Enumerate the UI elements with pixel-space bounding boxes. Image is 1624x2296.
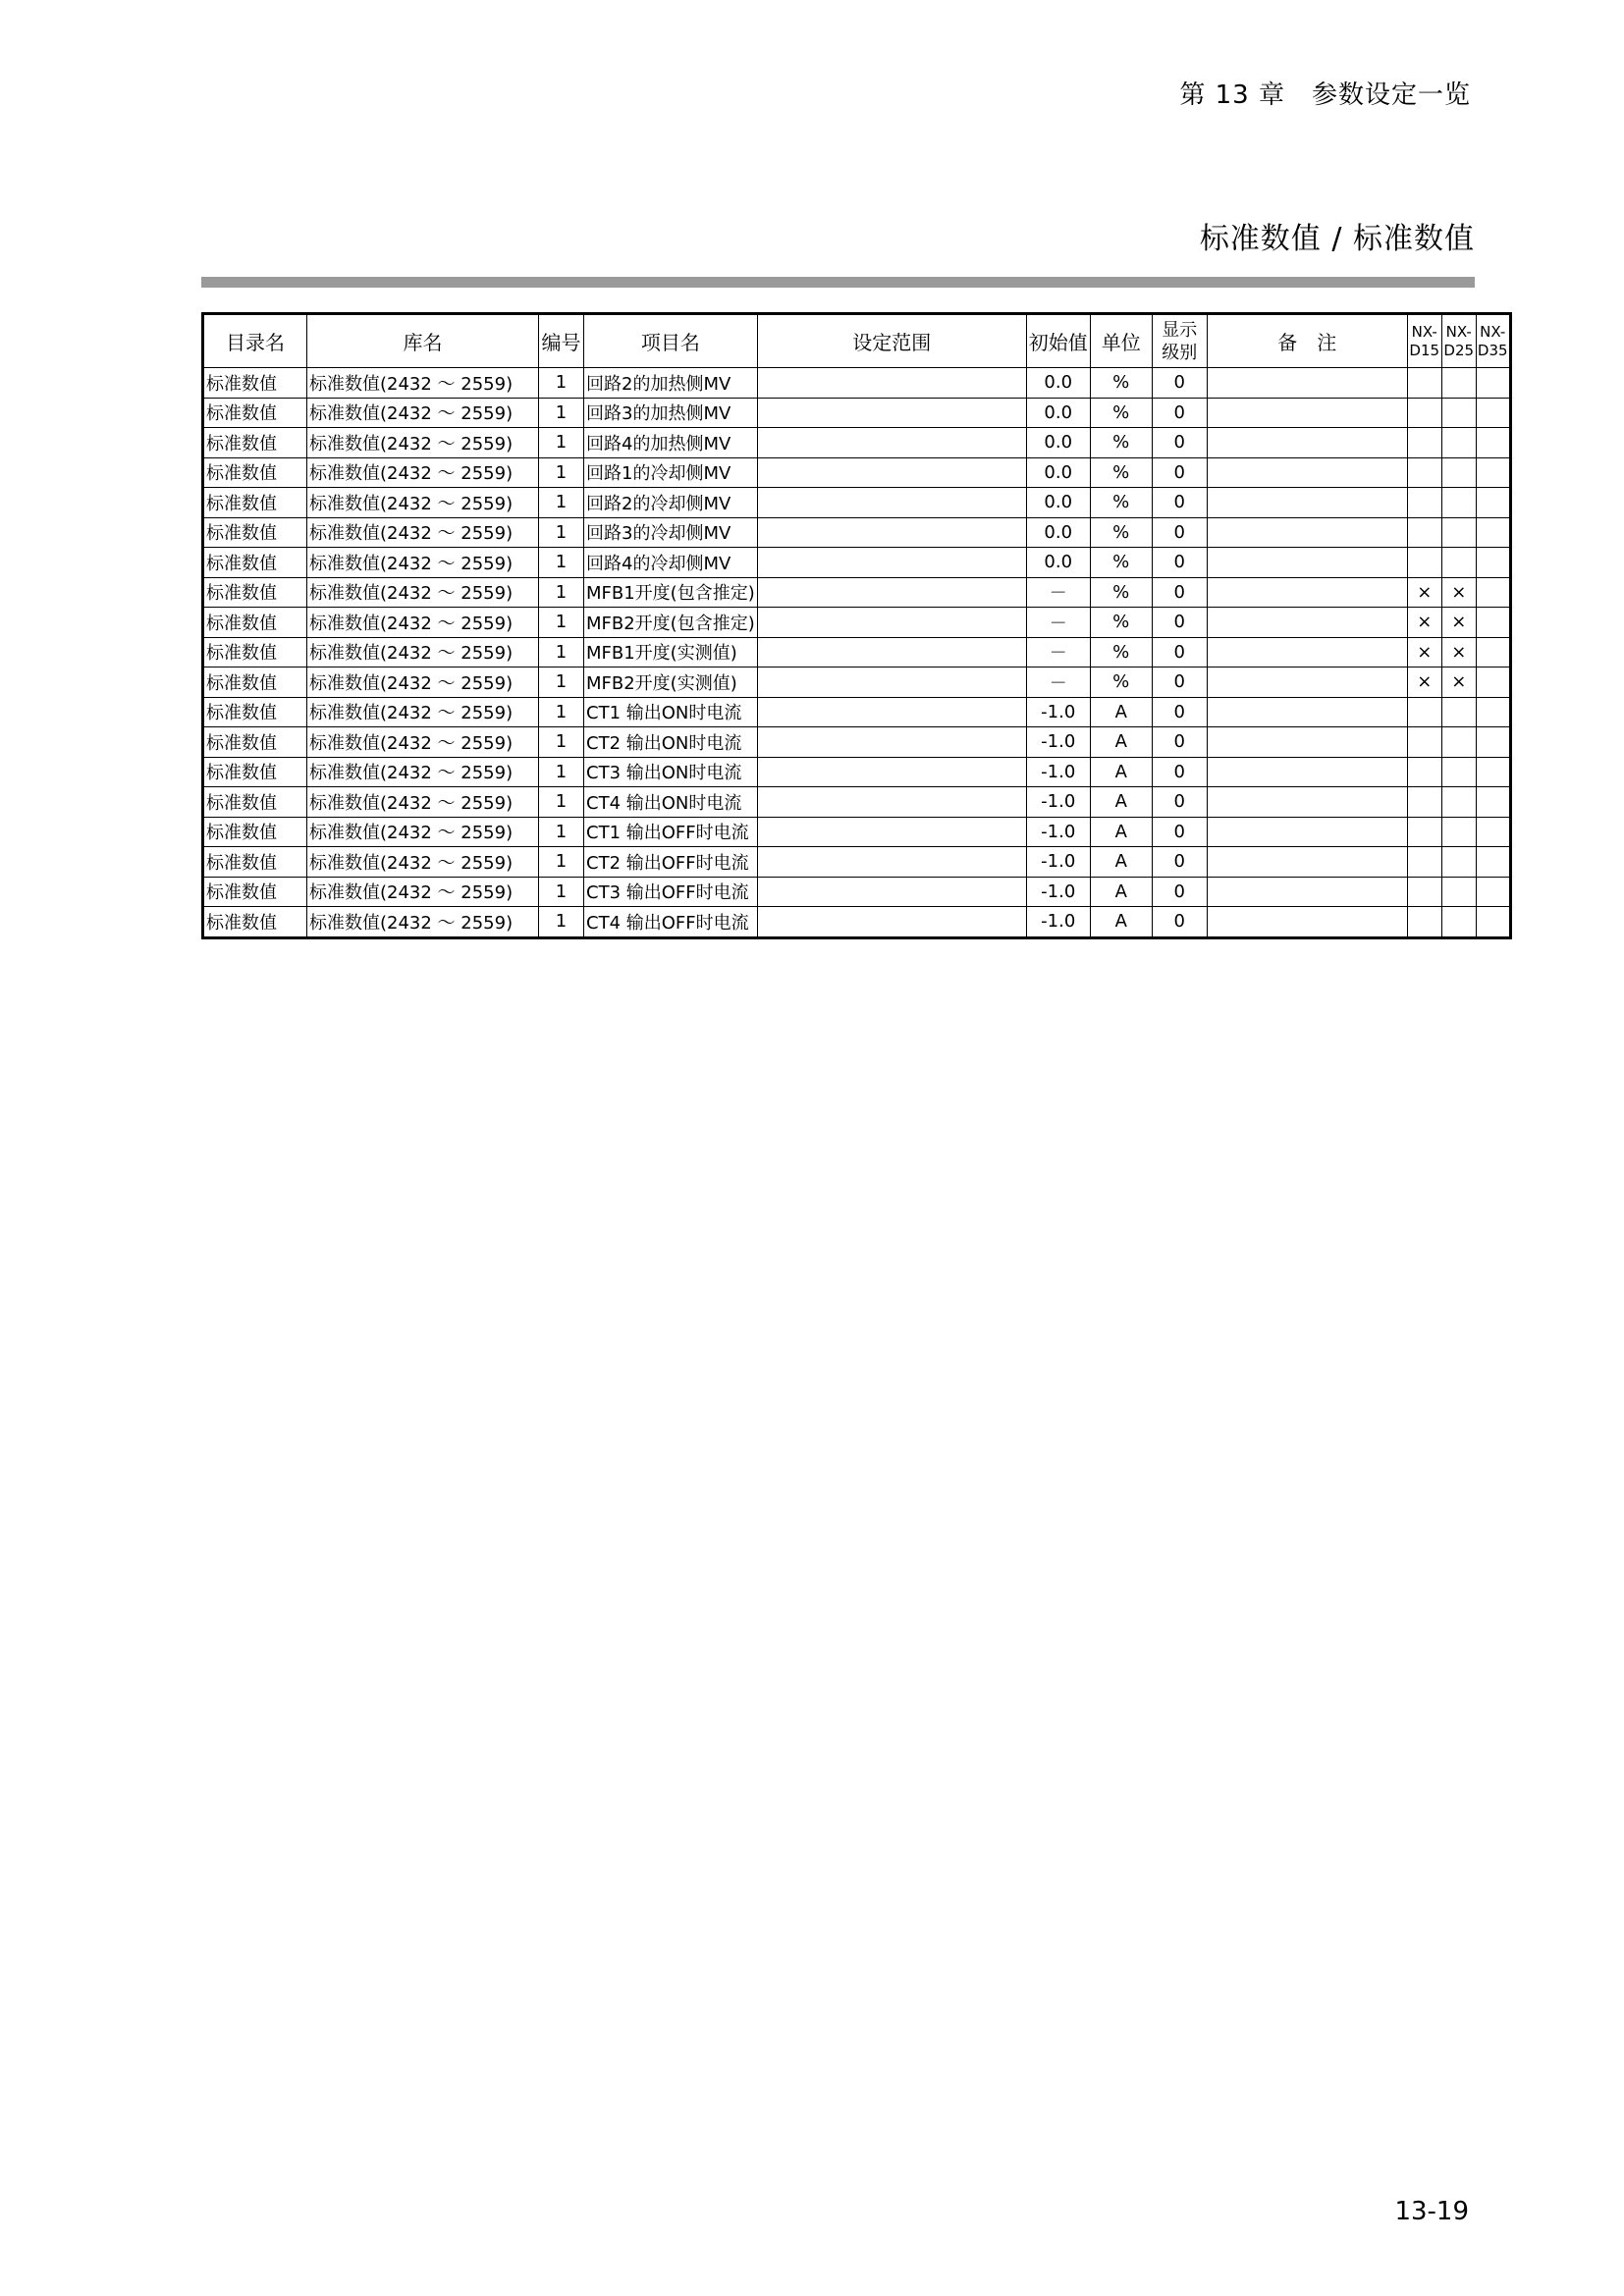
- cell-remarks: [1207, 368, 1407, 399]
- cell-item: CT2 输出OFF时电流: [584, 847, 758, 878]
- cell-library: 标准数值(2432 ～ 2559): [307, 877, 539, 907]
- cell-unit: A: [1090, 727, 1152, 758]
- table-row: [203, 637, 1511, 667]
- cell-library: 标准数值(2432 ～ 2559): [307, 667, 539, 698]
- cell-unit: A: [1090, 817, 1152, 847]
- cell-nx-d25: ×: [1441, 608, 1476, 638]
- cell-item: CT1 输出OFF时电流: [584, 817, 758, 847]
- cell-library: 标准数值(2432 ～ 2559): [307, 787, 539, 818]
- cell-nx-d25: [1441, 548, 1476, 578]
- cell-nx-d35: [1476, 577, 1510, 608]
- cell-item: CT3 输出ON时电流: [584, 757, 758, 787]
- cell-item: CT2 输出ON时电流: [584, 727, 758, 758]
- table-row: [203, 877, 1511, 907]
- cell-display-level: 0: [1152, 877, 1207, 907]
- cell-number: 1: [539, 457, 584, 488]
- cell-unit: %: [1090, 428, 1152, 458]
- cell-unit: %: [1090, 488, 1152, 518]
- cell-initial: 0.0: [1026, 428, 1090, 458]
- cell-nx-d35: [1476, 637, 1510, 667]
- table-row: [203, 847, 1511, 878]
- cell-catalog: 标准数值: [203, 787, 307, 818]
- header-nx-d25-line1: NX-: [1445, 322, 1472, 341]
- cell-nx-d35: [1476, 667, 1510, 698]
- cell-remarks: [1207, 877, 1407, 907]
- cell-initial: 0.0: [1026, 488, 1090, 518]
- cell-item: 回路4的冷却侧MV: [584, 548, 758, 578]
- cell-nx-d15: [1407, 428, 1441, 458]
- cell-unit: A: [1090, 847, 1152, 878]
- cell-remarks: [1207, 787, 1407, 818]
- cell-item: CT3 输出OFF时电流: [584, 877, 758, 907]
- cell-library: 标准数值(2432 ～ 2559): [307, 577, 539, 608]
- header-display-line2: 级别: [1162, 342, 1198, 363]
- cell-nx-d25: ×: [1441, 577, 1476, 608]
- table-row: [203, 608, 1511, 638]
- cell-unit: %: [1090, 608, 1152, 638]
- cell-remarks: [1207, 757, 1407, 787]
- cell-unit: %: [1090, 517, 1152, 548]
- cell-range: [757, 637, 1026, 667]
- cell-initial: 0.0: [1026, 368, 1090, 399]
- cell-display-level: 0: [1152, 577, 1207, 608]
- cell-unit: %: [1090, 548, 1152, 578]
- cell-display-level: 0: [1152, 697, 1207, 727]
- cell-library: 标准数值(2432 ～ 2559): [307, 608, 539, 638]
- cell-remarks: [1207, 608, 1407, 638]
- cell-nx-d35: [1476, 548, 1510, 578]
- cell-unit: %: [1090, 457, 1152, 488]
- cell-catalog: 标准数值: [203, 757, 307, 787]
- cell-display-level: 0: [1152, 428, 1207, 458]
- cell-number: 1: [539, 608, 584, 638]
- table-row: [203, 428, 1511, 458]
- cell-display-level: 0: [1152, 727, 1207, 758]
- cell-catalog: 标准数值: [203, 608, 307, 638]
- cell-initial: -1.0: [1026, 847, 1090, 878]
- cell-remarks: [1207, 488, 1407, 518]
- cell-catalog: 标准数值: [203, 577, 307, 608]
- header-display-line1: 显示: [1162, 319, 1198, 341]
- header-number: 编号: [539, 314, 584, 368]
- cell-number: 1: [539, 727, 584, 758]
- cell-catalog: 标准数值: [203, 548, 307, 578]
- cell-library: 标准数值(2432 ～ 2559): [307, 488, 539, 518]
- cell-nx-d15: [1407, 817, 1441, 847]
- cell-nx-d35: [1476, 608, 1510, 638]
- cell-nx-d25: [1441, 398, 1476, 428]
- cell-catalog: 标准数值: [203, 667, 307, 698]
- cell-library: 标准数值(2432 ～ 2559): [307, 368, 539, 399]
- cell-nx-d15: [1407, 517, 1441, 548]
- header-nx-d35-line2: D35: [1477, 341, 1508, 359]
- cell-range: [757, 457, 1026, 488]
- table-row: [203, 368, 1511, 399]
- cell-library: 标准数值(2432 ～ 2559): [307, 817, 539, 847]
- cell-nx-d15: [1407, 757, 1441, 787]
- cell-remarks: [1207, 907, 1407, 938]
- cell-remarks: [1207, 457, 1407, 488]
- cell-range: [757, 877, 1026, 907]
- table-row: [203, 577, 1511, 608]
- cell-display-level: 0: [1152, 637, 1207, 667]
- cell-nx-d15: [1407, 727, 1441, 758]
- header-divider: [201, 277, 1475, 288]
- cell-nx-d35: [1476, 847, 1510, 878]
- cell-catalog: 标准数值: [203, 817, 307, 847]
- cell-initial: 0.0: [1026, 398, 1090, 428]
- cell-number: 1: [539, 667, 584, 698]
- cell-range: [757, 847, 1026, 878]
- cell-item: 回路4的加热侧MV: [584, 428, 758, 458]
- cell-unit: A: [1090, 697, 1152, 727]
- cell-item: MFB2开度(实测值): [584, 667, 758, 698]
- cell-nx-d25: [1441, 488, 1476, 518]
- cell-display-level: 0: [1152, 457, 1207, 488]
- cell-display-level: 0: [1152, 548, 1207, 578]
- table-row: [203, 907, 1511, 938]
- header-nx-d25: [1441, 314, 1476, 368]
- cell-nx-d25: [1441, 368, 1476, 399]
- cell-unit: %: [1090, 667, 1152, 698]
- cell-nx-d35: [1476, 457, 1510, 488]
- cell-item: CT4 输出ON时电流: [584, 787, 758, 818]
- cell-catalog: 标准数值: [203, 428, 307, 458]
- cell-item: 回路3的加热侧MV: [584, 398, 758, 428]
- cell-display-level: 0: [1152, 667, 1207, 698]
- cell-library: 标准数值(2432 ～ 2559): [307, 428, 539, 458]
- header-range: 设定范围: [757, 314, 1026, 368]
- cell-remarks: [1207, 817, 1407, 847]
- cell-number: 1: [539, 577, 584, 608]
- table-row: [203, 457, 1511, 488]
- cell-display-level: 0: [1152, 398, 1207, 428]
- cell-range: [757, 517, 1026, 548]
- cell-remarks: [1207, 548, 1407, 578]
- cell-initial: -1.0: [1026, 727, 1090, 758]
- table-row: [203, 757, 1511, 787]
- cell-library: 标准数值(2432 ～ 2559): [307, 637, 539, 667]
- cell-initial: -1.0: [1026, 907, 1090, 938]
- cell-nx-d15: [1407, 548, 1441, 578]
- cell-initial: 0.0: [1026, 548, 1090, 578]
- cell-catalog: 标准数值: [203, 697, 307, 727]
- cell-range: [757, 697, 1026, 727]
- cell-library: 标准数值(2432 ～ 2559): [307, 907, 539, 938]
- cell-library: 标准数值(2432 ～ 2559): [307, 517, 539, 548]
- cell-number: 1: [539, 877, 584, 907]
- cell-nx-d35: [1476, 757, 1510, 787]
- cell-number: 1: [539, 517, 584, 548]
- cell-number: 1: [539, 637, 584, 667]
- cell-unit: A: [1090, 757, 1152, 787]
- cell-unit: A: [1090, 877, 1152, 907]
- header-remarks: 备 注: [1207, 314, 1407, 368]
- cell-unit: %: [1090, 368, 1152, 399]
- cell-initial: －: [1026, 667, 1090, 698]
- cell-catalog: 标准数值: [203, 517, 307, 548]
- header-display-level: [1152, 314, 1207, 368]
- page-number: 13-19: [1394, 2197, 1469, 2226]
- cell-number: 1: [539, 787, 584, 818]
- cell-remarks: [1207, 398, 1407, 428]
- cell-nx-d35: [1476, 697, 1510, 727]
- cell-item: 回路2的加热侧MV: [584, 368, 758, 399]
- cell-remarks: [1207, 847, 1407, 878]
- cell-range: [757, 907, 1026, 938]
- cell-unit: A: [1090, 907, 1152, 938]
- cell-nx-d35: [1476, 877, 1510, 907]
- cell-unit: %: [1090, 577, 1152, 608]
- cell-number: 1: [539, 817, 584, 847]
- cell-remarks: [1207, 517, 1407, 548]
- cell-nx-d15: ×: [1407, 637, 1441, 667]
- table-row: [203, 398, 1511, 428]
- cell-library: 标准数值(2432 ～ 2559): [307, 757, 539, 787]
- header-nx-d35-line1: NX-: [1480, 322, 1506, 341]
- cell-item: MFB1开度(实测值): [584, 637, 758, 667]
- cell-number: 1: [539, 757, 584, 787]
- table-body: [203, 368, 1511, 938]
- cell-library: 标准数值(2432 ～ 2559): [307, 697, 539, 727]
- cell-nx-d15: [1407, 398, 1441, 428]
- cell-unit: %: [1090, 637, 1152, 667]
- cell-nx-d25: [1441, 517, 1476, 548]
- cell-initial: -1.0: [1026, 697, 1090, 727]
- cell-nx-d15: [1407, 907, 1441, 938]
- table-row: [203, 787, 1511, 818]
- cell-number: 1: [539, 847, 584, 878]
- cell-number: 1: [539, 907, 584, 938]
- cell-remarks: [1207, 428, 1407, 458]
- cell-nx-d35: [1476, 817, 1510, 847]
- cell-catalog: 标准数值: [203, 637, 307, 667]
- cell-initial: -1.0: [1026, 877, 1090, 907]
- header-item: 项目名: [584, 314, 758, 368]
- cell-catalog: 标准数值: [203, 727, 307, 758]
- cell-nx-d25: ×: [1441, 667, 1476, 698]
- cell-nx-d35: [1476, 488, 1510, 518]
- cell-range: [757, 817, 1026, 847]
- header-unit: 单位: [1090, 314, 1152, 368]
- cell-nx-d25: ×: [1441, 637, 1476, 667]
- cell-initial: 0.0: [1026, 517, 1090, 548]
- cell-catalog: 标准数值: [203, 368, 307, 399]
- cell-catalog: 标准数值: [203, 877, 307, 907]
- cell-display-level: 0: [1152, 368, 1207, 399]
- cell-nx-d35: [1476, 907, 1510, 938]
- cell-remarks: [1207, 577, 1407, 608]
- cell-display-level: 0: [1152, 608, 1207, 638]
- cell-nx-d15: ×: [1407, 608, 1441, 638]
- cell-range: [757, 667, 1026, 698]
- cell-nx-d35: [1476, 787, 1510, 818]
- header-nx-d25-line2: D25: [1443, 341, 1475, 359]
- cell-item: 回路1的冷却侧MV: [584, 457, 758, 488]
- cell-display-level: 0: [1152, 488, 1207, 518]
- cell-display-level: 0: [1152, 787, 1207, 818]
- cell-nx-d35: [1476, 517, 1510, 548]
- cell-number: 1: [539, 548, 584, 578]
- cell-initial: 0.0: [1026, 457, 1090, 488]
- cell-nx-d25: [1441, 877, 1476, 907]
- parameter-table: [201, 312, 1512, 939]
- cell-item: 回路2的冷却侧MV: [584, 488, 758, 518]
- cell-nx-d35: [1476, 428, 1510, 458]
- cell-range: [757, 488, 1026, 518]
- cell-range: [757, 577, 1026, 608]
- cell-library: 标准数值(2432 ～ 2559): [307, 727, 539, 758]
- cell-initial: -1.0: [1026, 787, 1090, 818]
- cell-number: 1: [539, 428, 584, 458]
- cell-item: MFB2开度(包含推定): [584, 608, 758, 638]
- cell-display-level: 0: [1152, 517, 1207, 548]
- cell-nx-d25: [1441, 907, 1476, 938]
- cell-library: 标准数值(2432 ～ 2559): [307, 548, 539, 578]
- table-row: [203, 548, 1511, 578]
- cell-nx-d15: [1407, 847, 1441, 878]
- cell-initial: -1.0: [1026, 757, 1090, 787]
- cell-nx-d35: [1476, 727, 1510, 758]
- cell-number: 1: [539, 368, 584, 399]
- cell-display-level: 0: [1152, 757, 1207, 787]
- header-library: 库名: [307, 314, 539, 368]
- cell-range: [757, 608, 1026, 638]
- cell-range: [757, 368, 1026, 399]
- cell-nx-d25: [1441, 727, 1476, 758]
- header-nx-d35: [1476, 314, 1510, 368]
- cell-nx-d15: [1407, 488, 1441, 518]
- cell-library: 标准数值(2432 ～ 2559): [307, 398, 539, 428]
- cell-remarks: [1207, 697, 1407, 727]
- cell-nx-d15: [1407, 697, 1441, 727]
- header-nx-d15: [1407, 314, 1441, 368]
- cell-range: [757, 787, 1026, 818]
- cell-range: [757, 727, 1026, 758]
- cell-range: [757, 548, 1026, 578]
- header-nx-d15-line2: D15: [1409, 341, 1440, 359]
- cell-unit: A: [1090, 787, 1152, 818]
- cell-number: 1: [539, 488, 584, 518]
- cell-nx-d15: [1407, 457, 1441, 488]
- cell-remarks: [1207, 637, 1407, 667]
- cell-display-level: 0: [1152, 907, 1207, 938]
- cell-display-level: 0: [1152, 847, 1207, 878]
- cell-initial: －: [1026, 637, 1090, 667]
- cell-range: [757, 398, 1026, 428]
- cell-nx-d25: [1441, 428, 1476, 458]
- cell-remarks: [1207, 667, 1407, 698]
- cell-nx-d15: ×: [1407, 577, 1441, 608]
- cell-nx-d15: ×: [1407, 667, 1441, 698]
- cell-nx-d35: [1476, 398, 1510, 428]
- cell-nx-d25: [1441, 787, 1476, 818]
- cell-nx-d25: [1441, 697, 1476, 727]
- table-row: [203, 488, 1511, 518]
- cell-nx-d25: [1441, 757, 1476, 787]
- cell-item: 回路3的冷却侧MV: [584, 517, 758, 548]
- header-nx-d15-line1: NX-: [1411, 322, 1437, 341]
- table-row: [203, 517, 1511, 548]
- chapter-title: 第 13 章 参数设定一览: [1179, 80, 1471, 110]
- cell-library: 标准数值(2432 ～ 2559): [307, 847, 539, 878]
- table-row: [203, 697, 1511, 727]
- table-row: [203, 727, 1511, 758]
- cell-item: CT4 输出OFF时电流: [584, 907, 758, 938]
- cell-range: [757, 428, 1026, 458]
- header-catalog: 目录名: [203, 314, 307, 368]
- cell-catalog: 标准数值: [203, 907, 307, 938]
- cell-nx-d15: [1407, 787, 1441, 818]
- cell-nx-d35: [1476, 368, 1510, 399]
- cell-catalog: 标准数值: [203, 457, 307, 488]
- cell-range: [757, 757, 1026, 787]
- cell-nx-d25: [1441, 847, 1476, 878]
- cell-item: MFB1开度(包含推定): [584, 577, 758, 608]
- cell-initial: －: [1026, 608, 1090, 638]
- cell-initial: －: [1026, 577, 1090, 608]
- table-row: [203, 667, 1511, 698]
- cell-library: 标准数值(2432 ～ 2559): [307, 457, 539, 488]
- table-row: [203, 817, 1511, 847]
- cell-nx-d15: [1407, 877, 1441, 907]
- cell-catalog: 标准数值: [203, 488, 307, 518]
- cell-display-level: 0: [1152, 817, 1207, 847]
- cell-nx-d25: [1441, 817, 1476, 847]
- section-title: 标准数值 / 标准数值: [1199, 222, 1475, 256]
- cell-catalog: 标准数值: [203, 398, 307, 428]
- cell-remarks: [1207, 727, 1407, 758]
- cell-number: 1: [539, 398, 584, 428]
- cell-number: 1: [539, 697, 584, 727]
- cell-unit: %: [1090, 398, 1152, 428]
- cell-initial: -1.0: [1026, 817, 1090, 847]
- table-header-row: [203, 314, 1511, 368]
- cell-item: CT1 输出ON时电流: [584, 697, 758, 727]
- cell-nx-d25: [1441, 457, 1476, 488]
- cell-catalog: 标准数值: [203, 847, 307, 878]
- header-initial: 初始值: [1026, 314, 1090, 368]
- cell-nx-d15: [1407, 368, 1441, 399]
